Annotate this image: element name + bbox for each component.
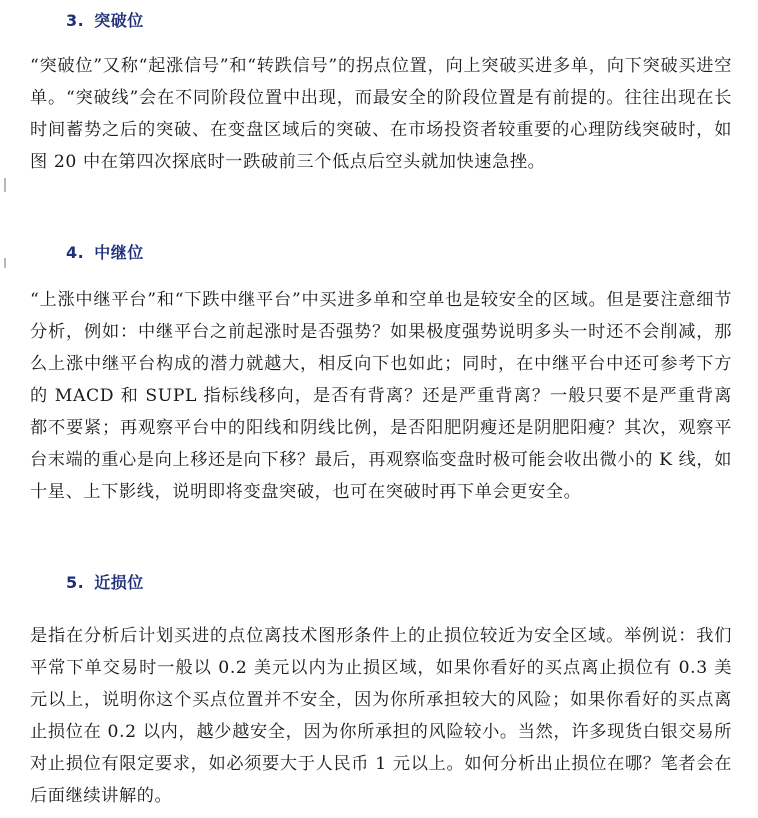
section-title: 近损位: [94, 573, 144, 592]
section-title: 突破位: [94, 11, 144, 30]
section-heading-3: [48, 8, 144, 31]
section-number: 5.: [66, 573, 85, 592]
section-body-4: “上涨中继平台”和“下跌中继平台”中买进多单和空单也是较安全的区域。但是要注意细节分析，例如：中继平台之前起涨时是否强势？如果极度强势说明多头一时还不会削减，那么上涨中继平台构成的潜力就越大，相反向下也如此；同时，在中继平台中还可参考下方的 MACD 和 SUPL 指标线移向，是否有背离？还是严重背离？一般只要不是严重背离都不要紧；再观察平台中的阳线和阴线比例，是否阳肥阴瘦还是阴肥阳瘦？其次，观察平台末端的重心是向上移还是向下移？最后，再观察临变盘时极可能会收出微小的 K 线，如十星、上下影线，说明即将变盘突破，也可在突破时再下单会更安全。: [30, 290, 732, 502]
section-body-3: “突破位”又称“起涨信号”和“转跌信号”的拐点位置，向上突破买进多单，向下突破买进空单。“突破线”会在不同阶段位置中出现，而最安全的阶段位置是有前提的。往往出现在长时间蓄势之后的突破、在变盘区域后的突破、在市场投资者较重要的心理防线突破时，如图 20 中在第四次探底时一跌破前三个低点后空头就加快速急挫。: [30, 56, 732, 172]
section-body-5: 是指在分析后计划买进的点位离技术图形条件上的止损位较近为安全区域。举例说：我们平常下单交易时一般以 0.2 美元以内为止损区域，如果你看好的买点离止损位有 0.3 美元以上，说明你这个买点位置并不安全，因为你所承担较大的风险；如果你看好的买点离止损位在 0.2 以内，越少越安全，因为你所承担的风险较小。当然，许多现货白银交易所对止损位有限定要求，如必须要大于人民币 1 元以上。如何分析出止损位在哪？笔者会在后面继续讲解的。: [30, 626, 732, 806]
section-title: 中继位: [94, 243, 144, 262]
scan-mark: [4, 258, 6, 268]
section-number: 4.: [66, 243, 85, 262]
section-heading-5: [48, 570, 144, 593]
scan-mark: [4, 178, 6, 192]
section-number: 3.: [66, 11, 85, 30]
section-heading-4: [48, 240, 144, 263]
